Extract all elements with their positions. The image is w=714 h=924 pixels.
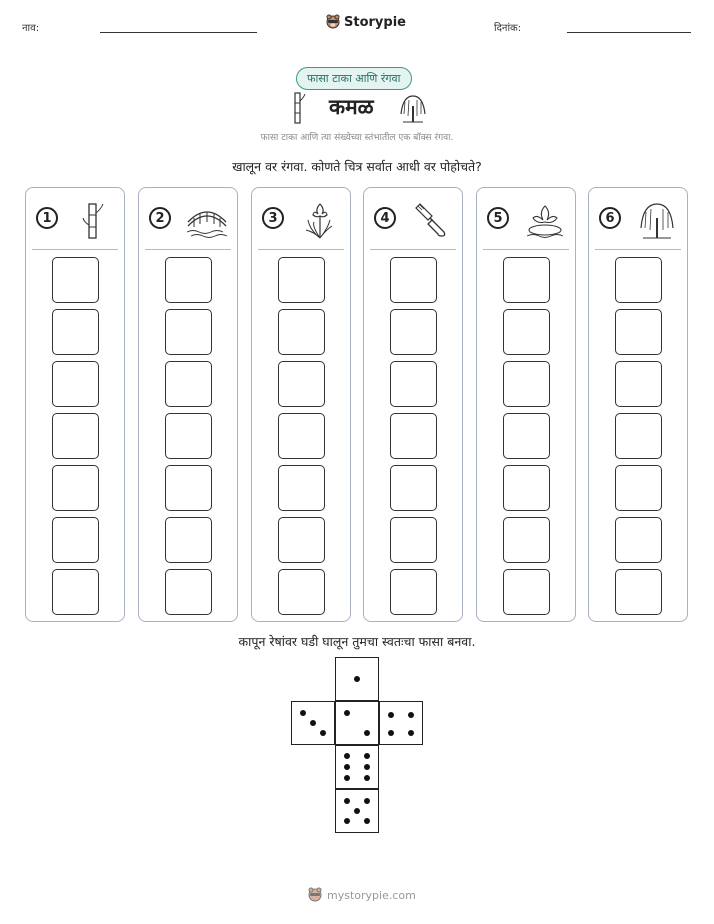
pip	[344, 764, 350, 770]
pip	[388, 712, 394, 718]
pip	[364, 753, 370, 759]
pip	[364, 764, 370, 770]
column-number: 4	[374, 207, 396, 229]
column-divider	[370, 249, 456, 250]
color-box[interactable]	[615, 361, 662, 407]
color-box[interactable]	[52, 361, 99, 407]
color-box[interactable]	[278, 309, 325, 355]
date-label: दिनांक:	[494, 23, 522, 34]
color-box[interactable]	[615, 413, 662, 459]
pip	[344, 775, 350, 781]
pip	[344, 798, 350, 804]
color-box[interactable]	[390, 465, 437, 511]
brand-logo	[326, 14, 406, 30]
bamboo-icon	[72, 200, 116, 240]
page-title: कमळ	[329, 95, 374, 119]
column-number: 1	[36, 207, 58, 229]
color-box[interactable]	[52, 309, 99, 355]
column-number: 3	[262, 207, 284, 229]
color-box[interactable]	[615, 309, 662, 355]
paintbrush-icon	[410, 200, 454, 240]
color-box[interactable]	[278, 413, 325, 459]
activity-pill: फासा टाका आणि रंगवा	[296, 67, 412, 90]
dice-face-5	[335, 789, 379, 833]
column-divider	[32, 249, 118, 250]
color-box[interactable]	[52, 413, 99, 459]
dice-face-6	[335, 745, 379, 789]
date-line[interactable]	[567, 32, 691, 33]
color-box[interactable]	[503, 569, 550, 615]
column-divider	[483, 249, 569, 250]
column-header	[26, 188, 124, 250]
color-box[interactable]	[52, 465, 99, 511]
color-box[interactable]	[615, 257, 662, 303]
storypie-mascot-icon	[308, 887, 322, 903]
column-header	[252, 188, 350, 250]
color-box[interactable]	[52, 517, 99, 563]
color-box[interactable]	[52, 569, 99, 615]
willow-tree-icon	[635, 200, 679, 240]
color-box[interactable]	[390, 569, 437, 615]
color-box[interactable]	[278, 257, 325, 303]
column-3	[251, 187, 351, 622]
column-divider	[595, 249, 681, 250]
bridge-icon	[185, 200, 229, 240]
color-box[interactable]	[615, 465, 662, 511]
pip	[408, 712, 414, 718]
pip	[408, 730, 414, 736]
subtitle: फासा टाका आणि त्या संख्येच्या स्तंभातील एक बॉक्स रंगवा.	[260, 133, 454, 143]
brand-name: Storypie	[344, 14, 406, 30]
lotus-icon	[523, 200, 567, 240]
column-header	[589, 188, 687, 250]
pip	[310, 720, 316, 726]
column-1	[25, 187, 125, 622]
pip	[354, 808, 360, 814]
color-box[interactable]	[503, 413, 550, 459]
flower-icon	[298, 200, 342, 240]
color-box[interactable]	[165, 517, 212, 563]
color-box[interactable]	[390, 361, 437, 407]
name-line[interactable]	[100, 32, 257, 33]
willow-title-icon	[397, 92, 429, 124]
column-number: 2	[149, 207, 171, 229]
color-box[interactable]	[165, 361, 212, 407]
column-2	[138, 187, 238, 622]
storypie-mascot-icon	[326, 14, 340, 30]
color-box[interactable]	[503, 465, 550, 511]
pip	[364, 818, 370, 824]
color-box[interactable]	[503, 361, 550, 407]
pip	[364, 798, 370, 804]
color-box[interactable]	[165, 465, 212, 511]
footer-site[interactable]: mystorypie.com	[327, 888, 416, 902]
color-box[interactable]	[503, 257, 550, 303]
column-header	[364, 188, 462, 250]
column-number: 5	[487, 207, 509, 229]
dice-instruction: कापून रेषांवर घडी घालून तुमचा स्वतःचा फासा बनवा.	[238, 634, 476, 649]
name-label: नाव:	[22, 23, 40, 34]
footer	[308, 887, 416, 903]
color-box[interactable]	[278, 465, 325, 511]
column-divider	[258, 249, 344, 250]
color-box[interactable]	[503, 309, 550, 355]
color-box[interactable]	[390, 309, 437, 355]
dice-face-2	[335, 701, 379, 745]
dice-face-4	[379, 701, 423, 745]
color-box[interactable]	[165, 309, 212, 355]
dice-face-1	[335, 657, 379, 701]
color-box[interactable]	[390, 257, 437, 303]
column-header	[139, 188, 237, 250]
dice-face-3	[291, 701, 335, 745]
color-box[interactable]	[278, 517, 325, 563]
column-4	[363, 187, 463, 622]
color-box[interactable]	[278, 569, 325, 615]
color-box[interactable]	[165, 257, 212, 303]
pip	[344, 710, 350, 716]
bamboo-title-icon	[290, 91, 306, 125]
color-box[interactable]	[52, 257, 99, 303]
pip	[354, 676, 360, 682]
color-box[interactable]	[390, 413, 437, 459]
color-box[interactable]	[165, 413, 212, 459]
color-box[interactable]	[165, 569, 212, 615]
pip	[388, 730, 394, 736]
color-box[interactable]	[390, 517, 437, 563]
column-header	[477, 188, 575, 250]
column-5	[476, 187, 576, 622]
color-box[interactable]	[615, 517, 662, 563]
color-box[interactable]	[503, 517, 550, 563]
pip	[364, 775, 370, 781]
column-divider	[145, 249, 231, 250]
color-box[interactable]	[278, 361, 325, 407]
pip	[364, 730, 370, 736]
instruction: खालून वर रंगवा. कोणते चित्र सर्वात आधी वर पोहोचते?	[232, 159, 482, 174]
column-6	[588, 187, 688, 622]
color-box[interactable]	[615, 569, 662, 615]
pip	[344, 753, 350, 759]
pip	[320, 730, 326, 736]
column-number: 6	[599, 207, 621, 229]
pip	[300, 710, 306, 716]
pip	[344, 818, 350, 824]
